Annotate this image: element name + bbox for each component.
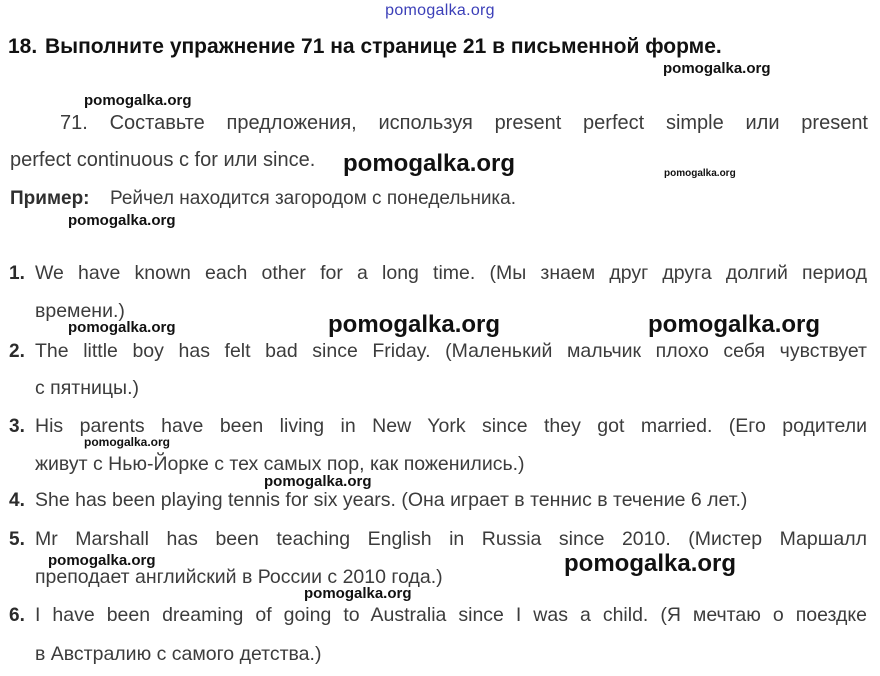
watermark: pomogalka.org [648, 311, 821, 338]
example-label: Пример: [10, 188, 90, 209]
answer-1-line-1: We have known each other for a long time. (Мы знаем друг друга долгий период [35, 262, 867, 284]
watermark: pomogalka.org [663, 60, 771, 77]
answer-4-line-1: She has been playing tennis for six years. (Она играет в теннис в течение 6 лет.) [35, 489, 748, 511]
watermark: pomogalka.org [664, 168, 736, 179]
watermark: pomogalka.org [84, 435, 171, 449]
answer-3-line-1: His parents have been living in New York since they got married. (Его родители [35, 415, 867, 437]
exercise-statement-line-1 [10, 112, 868, 135]
answer-5-number: 5. [9, 529, 25, 550]
answer-2-number: 2. [9, 341, 25, 362]
answer-2-line-1: The little boy has felt bad since Friday. (Маленький мальчик плохо себя чувствует [35, 340, 867, 362]
task-title: Выполните упражнение 71 на странице 21 в письменной форме. [45, 35, 722, 58]
answer-5-line-2: преподает английский в России с 2010 года.) [35, 566, 443, 588]
answer-6-line-1: I have been dreaming of going to Australia since I was a child. (Я мечтаю о поездке [35, 604, 867, 626]
watermark: pomogalka.org [304, 585, 412, 602]
answer-1-line-2: времени.) [35, 300, 125, 322]
watermark: pomogalka.org [343, 150, 516, 177]
answer-2-line-2: с пятницы.) [35, 377, 139, 399]
answer-3-line-2: живут с Нью-Йорке с тех самых пор, как поженились.) [35, 453, 525, 475]
answer-6-line-2: в Австралию с самого детства.) [35, 643, 322, 665]
site-header-link[interactable]: pomogalka.org [385, 2, 495, 19]
watermark: pomogalka.org [328, 311, 501, 338]
watermark: pomogalka.org [564, 550, 737, 577]
watermark: pomogalka.org [84, 92, 192, 109]
example-text: Рейчел находится загородом с понедельника. [110, 188, 517, 209]
answer-3-number: 3. [9, 416, 25, 437]
answer-6-number: 6. [9, 605, 25, 626]
answer-5-line-1: Mr Marshall has been teaching English in Russia since 2010. (Мистер Маршалл [35, 528, 867, 550]
watermark: pomogalka.org [264, 473, 372, 490]
exercise-statement-line-2: perfect continuous с for или since. [10, 149, 316, 171]
answer-1-number: 1. [9, 263, 25, 284]
exercise-statement-text-1: 71. Составьте предложения, используя present perfect simple или present [60, 112, 868, 134]
watermark: pomogalka.org [68, 212, 176, 229]
watermark: pomogalka.org [68, 319, 176, 336]
answer-4-number: 4. [9, 490, 25, 511]
watermark: pomogalka.org [48, 552, 156, 569]
task-number: 18. [8, 35, 38, 58]
